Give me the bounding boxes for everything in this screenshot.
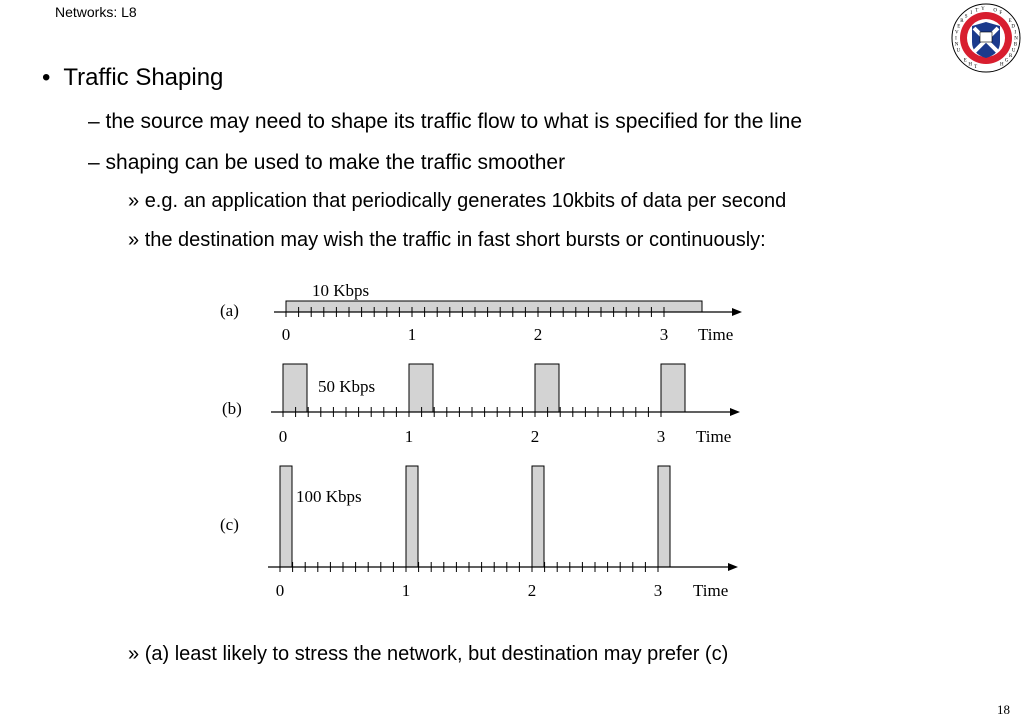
sub-sub-bullet-conclusion: » (a) least likely to stress the network, but destination may prefer (c) — [128, 643, 729, 665]
svg-text:E: E — [1008, 19, 1012, 25]
panel-c-label: (c) — [220, 515, 239, 534]
panel-b-tick-label-3: 3 — [656, 427, 666, 446]
svg-text:N: N — [1014, 36, 1018, 42]
svg-text:I: I — [1014, 30, 1017, 36]
svg-text:H: H — [968, 62, 973, 68]
panel-c-traffic-bar-1 — [406, 466, 418, 567]
sub-bullet-source-shape: – the source may need to shape its traffic flow to what is specified for the line — [88, 110, 802, 133]
panel-c-tick-label-3: 3 — [653, 581, 663, 600]
panel-b-traffic-bar-2 — [535, 364, 559, 412]
svg-text:I: I — [970, 10, 973, 16]
panel-b-rate-label: 50 Kbps — [318, 377, 376, 396]
panel-c-tick-label-1: 1 — [401, 581, 411, 600]
svg-text:D: D — [1011, 24, 1016, 30]
slide-header: Networks: L8 — [55, 4, 137, 20]
svg-text:S: S — [964, 14, 968, 20]
svg-text:Y: Y — [981, 7, 985, 13]
svg-text:N: N — [954, 42, 959, 48]
panel-b-label: (b) — [222, 399, 242, 418]
bullet-traffic-shaping: • Traffic Shaping — [42, 64, 224, 91]
svg-text:R: R — [960, 19, 964, 25]
panel-c-traffic-bar-2 — [532, 466, 544, 567]
panel-c-tick-label-0: 0 — [275, 581, 285, 600]
panel-a-tick-label-1: 1 — [407, 325, 417, 344]
svg-text:T: T — [975, 8, 979, 14]
panel-b-traffic-bar-3 — [661, 364, 685, 412]
panel-b-tick-label-0: 0 — [278, 427, 288, 446]
panel-b-axis-arrow — [730, 408, 740, 416]
svg-text:R: R — [1009, 54, 1013, 59]
panel-b-tick-label-1: 1 — [404, 427, 414, 446]
panel-a-time-label: Time — [698, 325, 734, 344]
svg-text:E: E — [957, 24, 961, 30]
svg-text:V: V — [954, 30, 959, 36]
panel-b-time-label: Time — [696, 427, 732, 446]
panel-b-tick-label-2: 2 — [530, 427, 540, 446]
svg-text:U: U — [1011, 48, 1016, 54]
svg-text:O: O — [993, 8, 998, 14]
panel-c-rate-label: 100 Kbps — [296, 487, 362, 506]
panel-a-label: (a) — [220, 301, 239, 320]
panel-a-tick-label-3: 3 — [659, 325, 669, 344]
panel-a-tick-label-0: 0 — [281, 325, 291, 344]
sub-sub-bullet-destination: » the destination may wish the traffic in fast short bursts or continuously: — [128, 229, 766, 251]
panel-c-axis-arrow — [728, 563, 738, 571]
panel-b-traffic-bar-0 — [283, 364, 307, 412]
svg-text:T: T — [974, 65, 978, 71]
panel-c-tick-label-2: 2 — [527, 581, 537, 600]
panel-c-traffic-bar-3 — [658, 466, 670, 567]
svg-text:U: U — [956, 48, 961, 54]
svg-text:F: F — [999, 10, 1003, 16]
page-number: 18 — [997, 702, 1010, 717]
panel-a-rate-label: 10 Kbps — [312, 281, 370, 300]
svg-text:G: G — [1004, 58, 1009, 64]
panel-a-axis-arrow — [732, 308, 742, 316]
panel-c-time-label: Time — [693, 581, 729, 600]
panel-a-tick-label-2: 2 — [533, 325, 543, 344]
panel-b-traffic-bar-1 — [409, 364, 433, 412]
panel-c-traffic-bar-0 — [280, 466, 292, 567]
panel-a-traffic-bar-0 — [286, 301, 702, 312]
sub-sub-bullet-example: » e.g. an application that periodically generates 10kbits of data per second — [128, 190, 787, 212]
svg-text:I: I — [955, 36, 957, 42]
svg-text:B: B — [1013, 42, 1018, 48]
svg-text:H: H — [999, 62, 1004, 68]
svg-text:E: E — [963, 58, 967, 64]
sub-bullet-smoother: – shaping can be used to make the traffic smoother — [88, 151, 566, 174]
